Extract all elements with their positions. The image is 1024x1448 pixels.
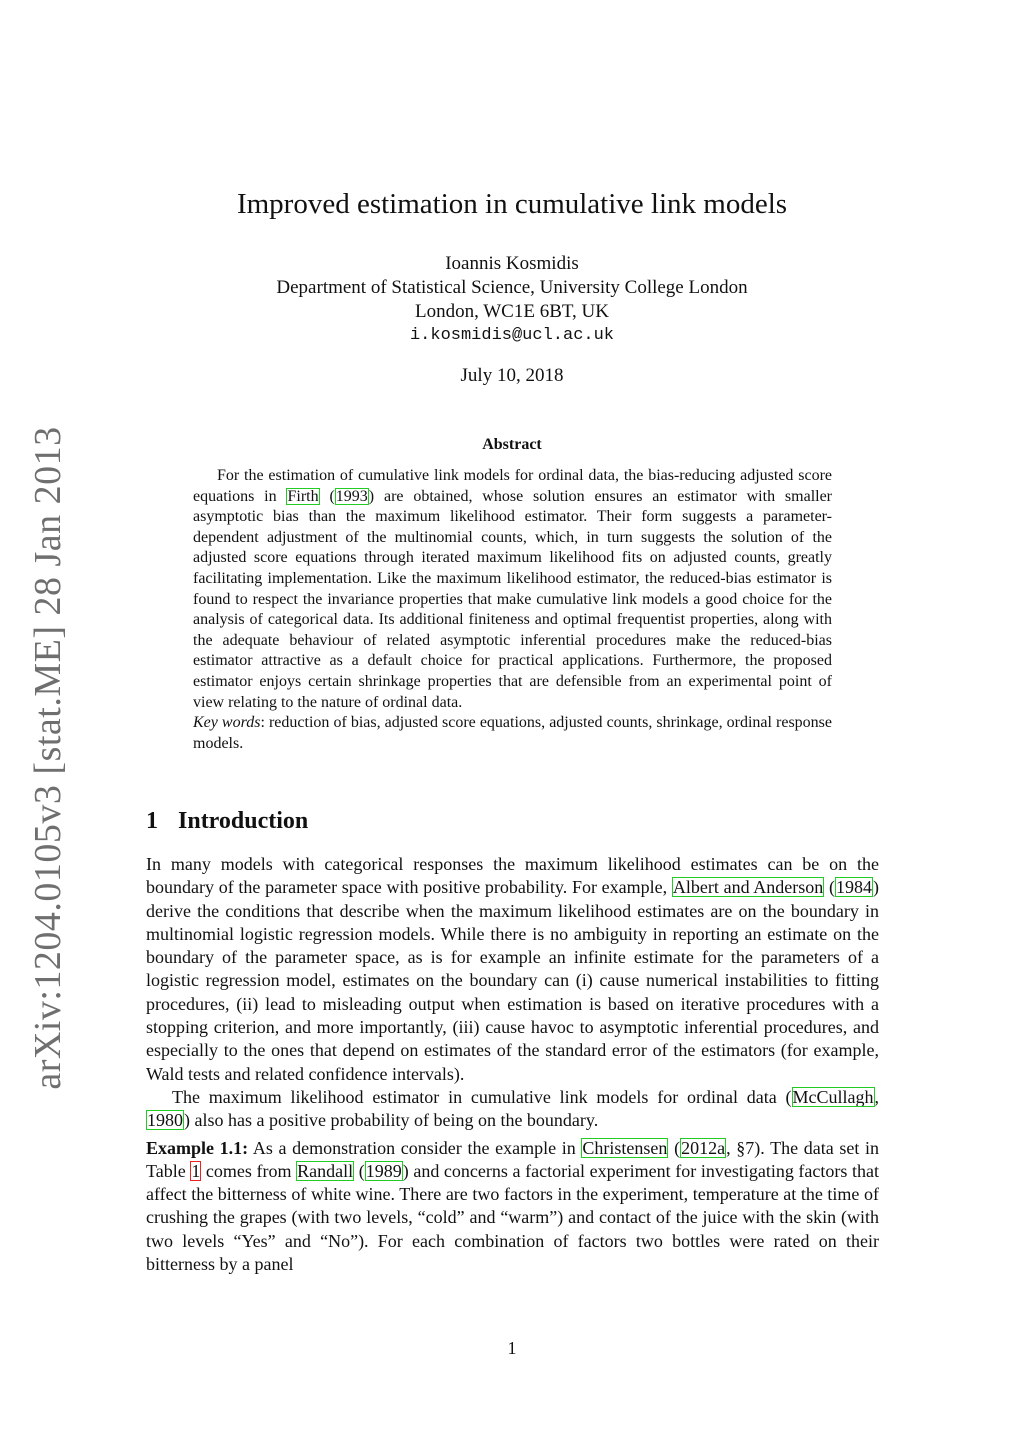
paper-date: July 10, 2018: [460, 365, 564, 386]
section-title: Introduction: [178, 808, 309, 834]
abstract-text: are obtained, whose solution ensures an estimator with smaller asymptotic bias than the maximum likelihood estimator. Their form suggests a parameter-dependent adjustment of the multinomial counts, which, in turn suggests the solution of the adjusted score equations through iterated maximum likelihood fits on adjusted counts, greatly facilitating implementation. Like the maximum likelihood estimator, the reduced-bias estimator is found to respect the invariance properties that make cumulative link models a good choice for the analysis of categorical data. Its additional finiteness and optimal frequentist properties, along with the adequate behaviour of related asymptotic inferential procedures make the reduced-bias estimator attractive as a default choice for practical applications. Furthermore, the proposed estimator enjoys certain shrinkage properties that are defensible from an experimental point of view relating to the nature of ordinal data.: [193, 487, 833, 711]
section-heading-introduction: [146, 808, 308, 835]
author-email[interactable]: i.kosmidis@ucl.ac.uk: [409, 326, 615, 345]
abstract: [193, 466, 832, 754]
body-text: As a demonstration consider the example in: [248, 1137, 582, 1158]
body-text: comes from: [201, 1160, 297, 1181]
author-affiliation: Department of Statistical Science, University College London: [276, 277, 748, 298]
abstract-heading: Abstract: [482, 436, 542, 453]
body-text: The maximum likelihood estimator in cumulative link models for ordinal data (: [172, 1086, 792, 1107]
page-number: 1: [507, 1338, 517, 1358]
keywords: Key words: reduction of bias, adjusted score equations, adjusted counts, shrinkage, ordinal response models.: [193, 714, 832, 752]
body-text: ) also has a positive probability of being on the boundary.: [184, 1110, 599, 1131]
section-number: 1: [146, 808, 158, 834]
abstract-paragraph: For the estimation of cumulative link models for ordinal data, the bias-reducing adjusted score equations in Firth (1993) are obtained, whose solution ensures an estimator with smaller asymptotic bias than the maximum likelihood estimator. Their form suggests a parameter-dependent adjustment of the multinomial counts, which, in turn suggests the solution of the adjusted score equations through iterated maximum likelihood fits on adjusted counts, greatly facilitating implementation. Like the maximum likelihood estimator, the reduced-bias estimator is found to respect the invariance properties that make cumulative link models a good choice for the analysis of categorical data. Its additional finiteness and optimal frequentist properties, along with the adequate behaviour of related asymptotic inferential procedures make the reduced-bias estimator attractive as a default choice for practical applications. Furthermore, the proposed estimator enjoys certain shrinkage properties that are defensible from an experimental point of view relating to the nature of ordinal data.: [193, 467, 833, 711]
keywords-label: Key words: [193, 714, 261, 732]
author-name: Ioannis Kosmidis: [445, 253, 579, 274]
citation-christensen[interactable]: Christensen: [582, 1137, 668, 1158]
intro-paragraph-2: The maximum likelihood estimator in cumulative link models for ordinal data (McCullagh, 1980) also has a positive probability of being on the boundary.: [147, 1086, 879, 1131]
citation-christensen-year[interactable]: 2012a: [681, 1137, 726, 1158]
arxiv-identifier: arXiv:1204.0105v3 [stat.ME] 28 Jan 2013: [27, 426, 69, 1090]
body-text: and concerns a factorial experiment for investigating factors that affect the bitterness of white wine. There are two factors in the experiment, temperature at the time of crushing the grapes (with two levels, “cold” and “warm”) and contact of the juice with the skin (with two levels “Yes” and “No”). For each combination of factors two bottles were rated on their bitterness by a panel: [146, 1160, 879, 1275]
author-block: [0, 252, 1024, 348]
citation-randall[interactable]: Randall: [297, 1160, 354, 1181]
intro-paragraph-1: In many models with categorical responses the maximum likelihood estimates can be on the boundary of the parameter space with positive probability. For example, Albert and Anderson (1984) derive the conditions that describe when the maximum likelihood estimates are on the boundary in multinomial logistic regression models. While there is no ambiguity in reporting an estimate on the boundary of the parameter space, as is for example an infinite estimate for the parameters of a logistic regression model, estimates on the boundary can (i) cause numerical instabilities to fitting procedures, (ii) lead to misleading output when estimation is based on iterative procedures with a stopping criterion, and more importantly, (iii) cause havoc to asymptotic inferential procedures, and especially to the ones that depend on estimates of the standard error of the estimators (for example, Wald tests and related confidence intervals).: [146, 854, 879, 1084]
body-text: In many models with categorical responses the maximum likelihood estimates can be on the boundary of the parameter space with positive probability. For example,: [146, 854, 879, 898]
paper-title: Improved estimation in cumulative link models: [236, 188, 788, 220]
example-1-1: Example 1.1: As a demonstration consider the example in Christensen (2012a, §7). The data set in Table 1 comes from Randall (1989) and concerns a factorial experiment for investigating factors that affect the bitterness of white wine. There are two factors in the experiment, temperature at the time of crushing the grapes (with two levels, “cold” and “warm”) and contact of the juice with the skin (with two levels “Yes” and “No”). For each combination of factors two bottles were rated on their bitterness by a panel: [146, 1137, 880, 1275]
citation-mccullagh-year[interactable]: 1980: [147, 1110, 183, 1131]
example-label: Example 1.1:: [146, 1137, 249, 1158]
keywords-list: reduction of bias, adjusted score equations, adjusted counts, shrinkage, ordinal response models.: [193, 714, 832, 752]
citation-firth[interactable]: Firth: [287, 487, 319, 505]
introduction-body: [146, 853, 879, 1276]
citation-albert-anderson[interactable]: Albert and Anderson: [672, 877, 824, 898]
body-text: derive the conditions that describe when the maximum likelihood estimates are on the boundary in multinomial logistic regression models. While there is no ambiguity in reporting an estimate on the boundary of the parameter space, as is for example an infinite estimate for the parameters of a logistic regression model, estimates on the boundary can (i) cause numerical instabilities to fitting procedures, (ii) lead to misleading output when estimation is based on iterative procedures with a stopping criterion, and more importantly, (iii) cause havoc to asymptotic inferential procedures, and especially to the ones that depend on estimates of the standard error of the estimators (for example, Wald tests and related confidence intervals).: [146, 900, 879, 1084]
citation-randall-year[interactable]: 1989: [365, 1160, 402, 1181]
body-text: , §7). The data set in Table: [146, 1137, 880, 1181]
abstract-text: For the estimation of cumulative link models for ordinal data, the bias-reducing adjusted score equations in: [193, 467, 832, 505]
citation-firth-year[interactable]: 1993: [335, 487, 368, 505]
author-address: London, WC1E 6BT, UK: [414, 301, 610, 322]
table-reference[interactable]: 1: [191, 1160, 201, 1181]
citation-albert-anderson-year[interactable]: 1984: [836, 877, 872, 898]
citation-mccullagh[interactable]: McCullagh: [792, 1086, 874, 1107]
